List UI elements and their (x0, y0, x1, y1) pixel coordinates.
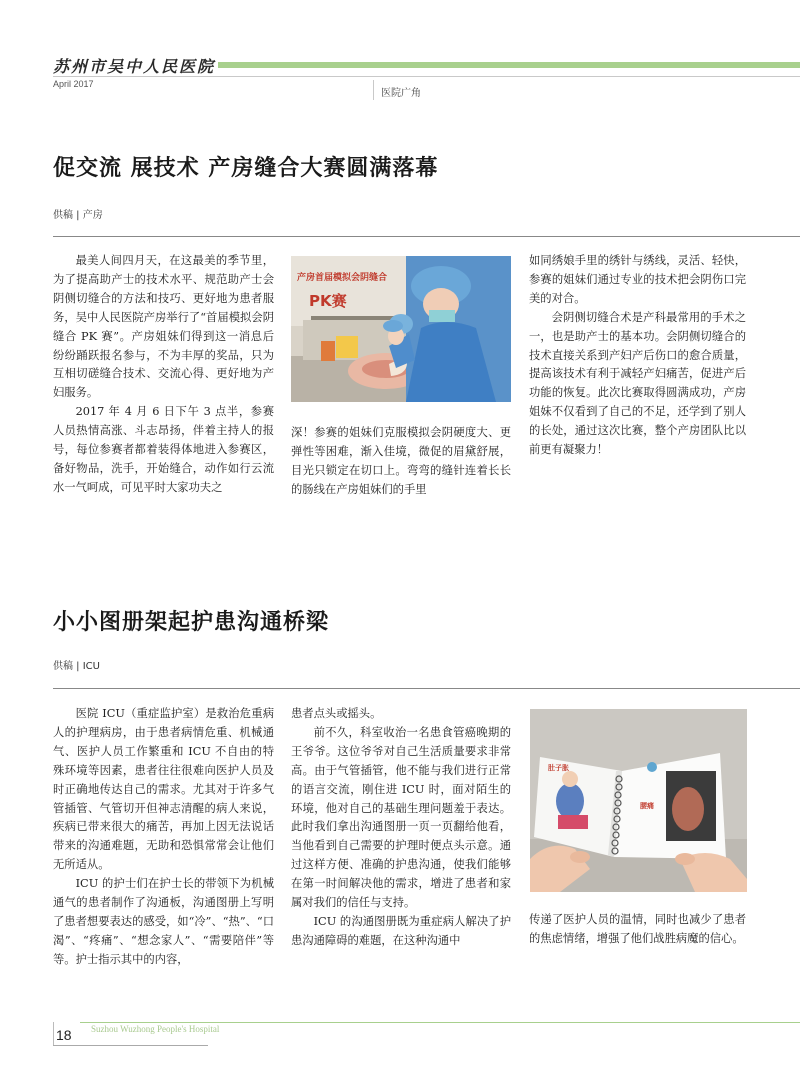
footer-publication: Suzhou Wuzhong People's Hospital (91, 1024, 220, 1034)
contest-pk-sign: PK赛 (309, 292, 347, 310)
article1-column-3 (529, 252, 746, 460)
article2-title: 小小图册架起护患沟通桥梁 (53, 610, 330, 635)
header-accent-bar (218, 62, 800, 68)
paragraph: 2017 年 4 月 6 日下午 3 点半，参赛人员热情高涨、斗志昂扬，伴着主持人的报号，每位参赛者都着装得体地进入参赛区，备好物品，洗手，开始缝合，动作如行云流水一气呵成，可见平时大家功夫之 (53, 405, 274, 494)
booklet-label-right: 腰痛 (640, 802, 654, 810)
paragraph: 如同绣娘手里的绣针与绣线，灵活、轻快，参赛的姐妹们通过专业的技术把会阴伤口完美的对合。 (529, 254, 746, 305)
article1-column-2 (291, 424, 511, 500)
booklet-photo-illustration (530, 709, 747, 892)
article2-column-3 (529, 911, 746, 949)
paragraph: 深！参赛的姐妹们克服模拟会阴硬度大、更弹性等困难，渐入佳境，微促的眉黛舒展，目光只锁定在切口上。弯弯的缝针连着长长的肠线在产房姐妹们的手里 (291, 426, 511, 496)
paragraph: 传递了医护人员的温情，同时也减少了患者的焦虑情绪，增强了他们战胜病魔的信心。 (529, 913, 746, 945)
header-rule (53, 76, 800, 77)
article1-title: 促交流 展技术 产房缝合大赛圆满落幕 (53, 156, 439, 181)
article1-rule (53, 236, 800, 237)
issue-date: April 2017 (53, 79, 94, 89)
paragraph: 医院 ICU（重症监护室）是救治危重病人的护理病房，由于患者病情危重、机械通气、医护人员工作繁重和 ICU 不自由的特殊环境等因素，患者往往很难向医护人员及时正确地传达自己的需求。尤其对于许多气管插管、气管切开但神志清醒的病人来说，疾病已带来很大的痛苦，再加上因无法说话带来的沟通难题，无助和恐惧常常会让他们无所适从。 (53, 707, 274, 872)
header-divider (373, 80, 374, 100)
contest-photo (291, 256, 511, 402)
paragraph: ICU 的沟通图册既为重症病人解决了护患沟通障碍的难题，在这种沟通中 (291, 914, 511, 947)
article2-column-2 (291, 705, 511, 951)
paragraph: 会阴侧切缝合术是产科最常用的手术之一，也是助产士的基本功。会阴侧切缝合的技术直接关系到产妇产后伤口的愈合质量，提高该技术有利于减轻产妇痛苦，促进产后功能的恢复。此次比赛取得圆满成功，产房姐妹不仅看到了自己的不足，还学到了别人的长处，通过这次比赛，整个产房团队比以前更有凝聚力！ (529, 310, 746, 457)
section-name: 医院广角 (381, 88, 421, 99)
article2-byline: 供稿 | ICU (53, 661, 100, 672)
hospital-name: 苏州市吴中人民医院 (53, 57, 216, 76)
footer-accent-line (80, 1022, 800, 1023)
paragraph: 前不久，科室收治一名患食管癌晚期的王爷爷。这位爷爷对自己生活质量要求非常高。由于气管插管，他不能与我们进行正常的语言交流，刚住进 ICU 时，面对陌生的环境，他对自己的基础生理问题羞于表达。此时我们拿出沟通图册一页一页翻给他看，当他看到自己需要的护理时便点头示意。通过这样方便、准确的护患沟通，使我们能够在第一时间解决他的需求，增进了患者和家属对我们的信任与支持。 (291, 725, 511, 910)
page-number: 18 (56, 1027, 72, 1043)
paragraph: 最美人间四月天，在这最美的季节里，为了提高助产士的技术水平、规范助产士会阴侧切缝合的方法和技巧、更好地为患者服务，吴中人民医院产房举行了“首届模拟会阴缝合 PK 赛”。产房姐妹们得到这一消息后纷纷踊跃报名参与，不为丰厚的奖品，只为互相切磋缝合技术、交流心得、更好地为产妇服务。 (53, 254, 274, 400)
footer-divider (53, 1022, 54, 1046)
article2-rule (53, 688, 800, 689)
booklet-label-left: 肚子胀 (548, 764, 569, 772)
paragraph: 患者点头或摇头。 (291, 707, 382, 720)
booklet-photo (530, 709, 747, 892)
footer-rule (53, 1045, 208, 1046)
article1-byline: 供稿 | 产房 (53, 210, 103, 221)
paragraph: ICU 的护士们在护士长的带领下为机械通气的患者制作了沟通板，沟通图册上写明了患者想要表达的感受，如“冷”、“热”、“口渴”、“疼痛”、“想念家人”、“需要陪伴”等等。护士指示其中的内容， (53, 877, 274, 966)
article2-column-1 (53, 705, 274, 970)
article1-column-1 (53, 252, 274, 498)
contest-banner-text: 产房首届模拟会阴缝合 (297, 273, 388, 283)
